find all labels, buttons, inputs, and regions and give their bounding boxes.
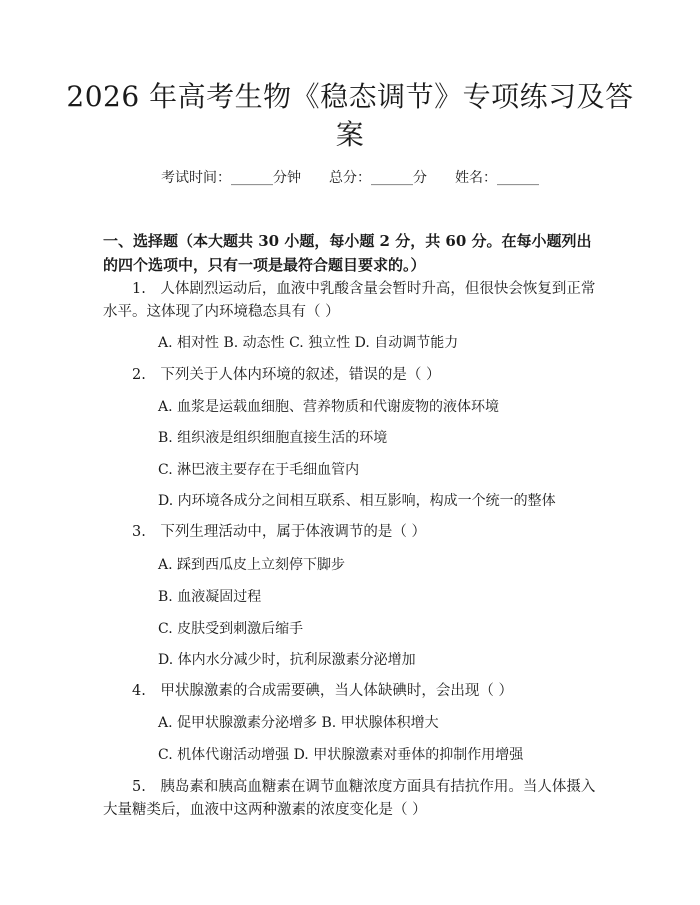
exam-info-line: 考试时间：______分钟 总分：______分 姓名：______ [161, 170, 539, 186]
question-3-text: 3. 下列生理活动中，属于体液调节的是（ ） [132, 524, 426, 540]
question-2-text: 2. 下列关于人体内环境的叙述，错误的是（ ） [132, 367, 441, 383]
question-5-text: 5. 胰岛素和胰高血糖素在调节血糖浓度方面具有拮抗作用。当人体摄入大量糖类后，血液中这两种激素的浓度变化是（ ） [103, 779, 596, 818]
question-3-option-d: D. 体内水分减少时，抗利尿激素分泌增加 [158, 652, 416, 668]
question-4-options-ab: A. 促甲状腺激素分泌增多 B. 甲状腺体积增大 [158, 715, 439, 731]
section-heading: 一、选择题（本大题共 30 小题，每小题 2 分，共 60 分。在每小题列出的四个选项中，只有一项是最符合题目要求的。） [103, 232, 592, 274]
question-4-options-cd: C. 机体代谢活动增强 D. 甲状腺激素对垂体的抑制作用增强 [158, 747, 524, 763]
document-title: 2026 年高考生物《稳态调节》专项练习及答案 [66, 80, 634, 151]
question-3-option-a: A. 踩到西瓜皮上立刻停下脚步 [158, 557, 346, 573]
question-3-option-b: B. 血液凝固过程 [158, 589, 262, 605]
question-1-text: 1. 人体剧烈运动后，血液中乳酸含量会暂时升高，但很快会恢复到正常水平。这体现了内环境稳态具有（ ） [103, 281, 596, 320]
question-4-text: 4. 甲状腺激素的合成需要碘，当人体缺碘时，会出现（ ） [132, 683, 513, 699]
question-2-option-a: A. 血浆是运载血细胞、营养物质和代谢废物的液体环境 [158, 399, 500, 415]
question-2-option-b: B. 组织液是组织细胞直接生活的环境 [158, 430, 388, 446]
question-2-option-d: D. 内环境各成分之间相互联系、相互影响，构成一个统一的整体 [158, 493, 556, 509]
question-3-option-c: C. 皮肤受到刺激后缩手 [158, 621, 304, 637]
question-1-options: A. 相对性 B. 动态性 C. 独立性 D. 自动调节能力 [158, 335, 459, 351]
question-2-option-c: C. 淋巴液主要存在于毛细血管内 [158, 462, 360, 478]
